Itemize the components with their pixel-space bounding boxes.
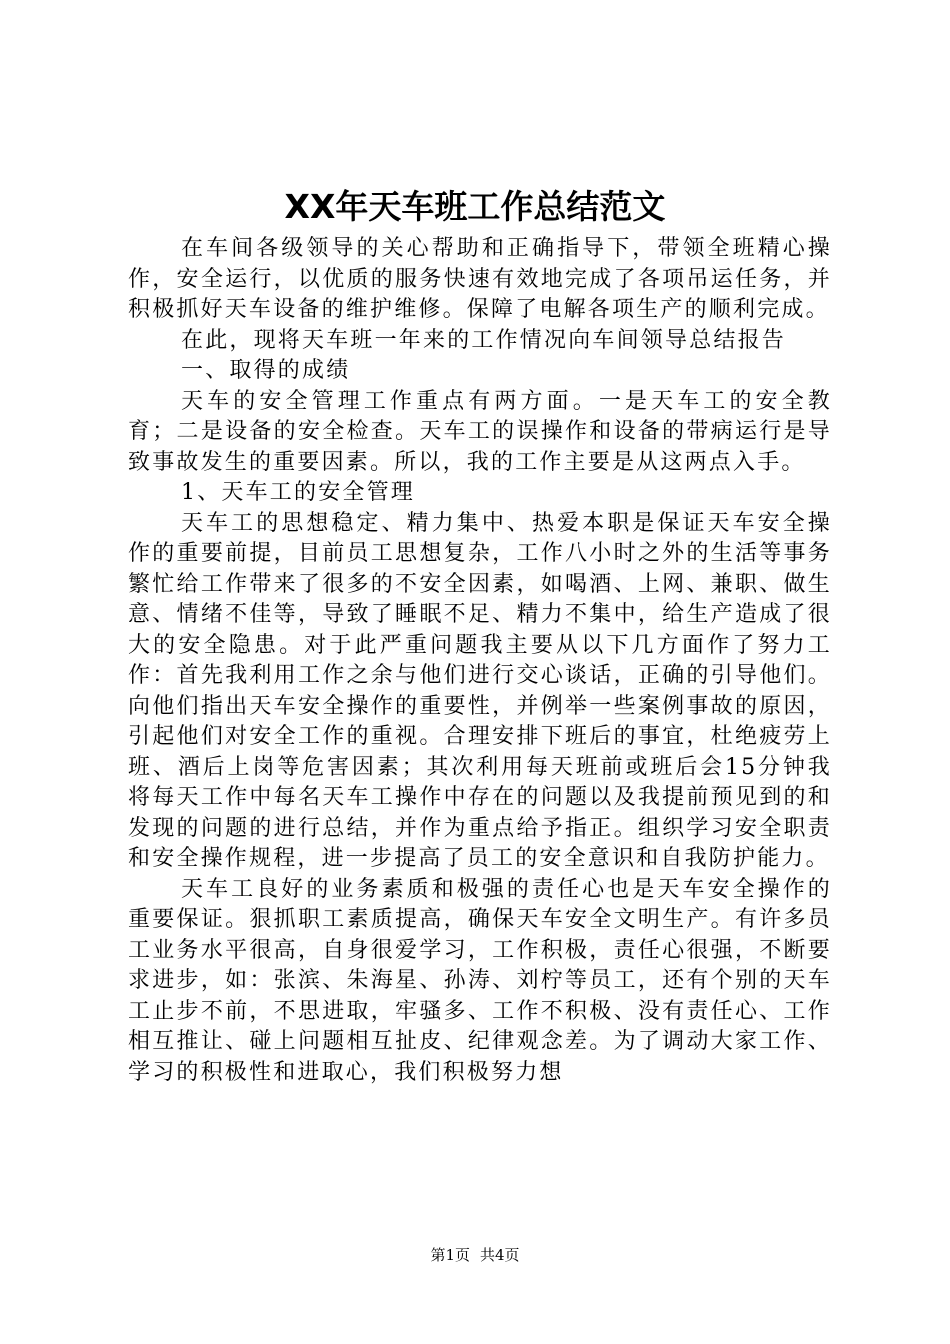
- page-number: 第1页: [430, 1246, 470, 1264]
- paragraph-safety-focus: 天车的安全管理工作重点有两方面。一是天车工的安全教育；二是设备的安全检查。天车工的误操作和设备的带病运行是导致事故发生的重要因素。所以，我的工作主要是从这两点入手。: [128, 388, 832, 475]
- paragraph-staff-quality: 天车工良好的业务素质和极强的责任心也是天车安全操作的重要保证。狠抓职工素质提高，确保天车安全文明生产。有许多员工业务水平很高，自身很爱学习，工作积极，责任心很强，不断要求进步，如：张滨、朱海星、孙涛、刘柠等员工，还有个别的天车工止步不前，不思进取，牢骚多、工作不积极、没有责任心、工作相互推让、碰上问题相互扯皮、纪律观念差。为了调动大家工作、学习的积极性和进取心，我们积极努力想: [128, 876, 832, 1085]
- paragraph-report-lead: 在此，现将天车班一年来的工作情况向车间领导总结报告: [181, 327, 787, 353]
- page-footer: [0, 1245, 950, 1265]
- section-heading-achievements: 一、取得的成绩: [181, 358, 351, 383]
- document-body: [128, 234, 832, 1088]
- page-total: 共4页: [480, 1246, 520, 1264]
- paragraph-intro: 在车间各级领导的关心帮助和正确指导下，带领全班精心操作，安全运行，以优质的服务快速有效地完成了各项吊运任务，并积极抓好天车设备的维护维修。保障了电解各项生产的顺利完成。: [128, 236, 832, 322]
- paragraph-safety-management: 天车工的思想稳定、精力集中、热爱本职是保证天车安全操作的重要前提，目前员工思想复杂，工作八小时之外的生活等事务繁忙给工作带来了很多的不安全因素，如喝酒、上网、兼职、做生意、情绪不佳等，导致了睡眠不足、精力不集中，给生产造成了很大的安全隐患。对于此严重问题我主要从以下几方面作了努力工作：首先我利用工作之余与他们进行交心谈话，正确的引导他们。向他们指出天车安全操作的重要性，并例举一些案例事故的原因，引起他们对安全工作的重视。合理安排下班后的事宜，杜绝疲劳上班、酒后上岗等危害因素；其次利用每天班前或班后会15分钟我将每天工作中每名天车工操作中存在的问题以及我提前预见到的和发现的问题的进行总结，并作为重点给予指正。组织学习安全职责和安全操作规程，进一步提高了员工的安全意识和自我防护能力。: [128, 510, 832, 871]
- document-title: XX年天车班工作总结范文: [284, 187, 666, 226]
- subsection-heading-safety-management: 1、天车工的安全管理: [181, 480, 415, 505]
